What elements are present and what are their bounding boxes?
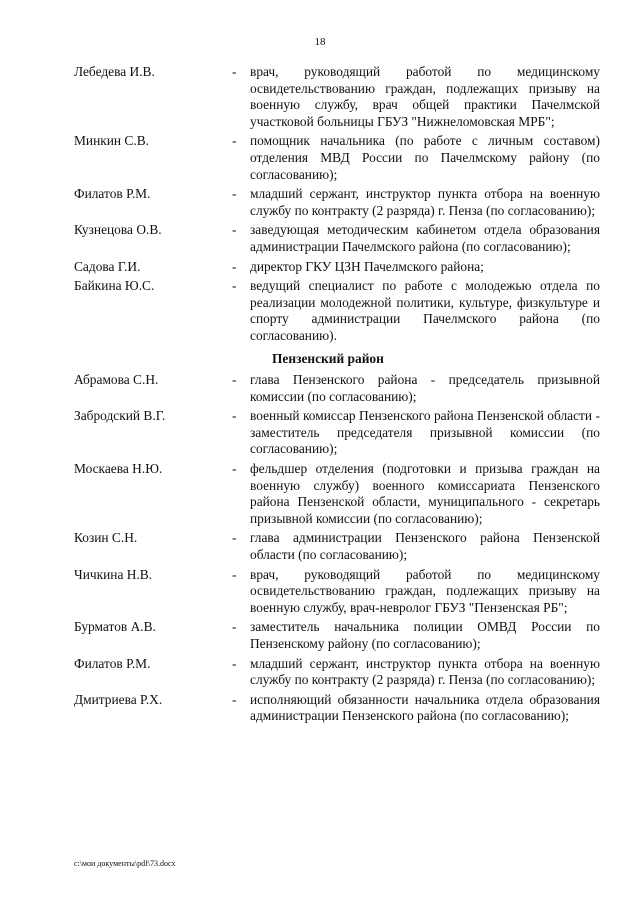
member-row [74, 186, 600, 219]
member-role: заведующая методическим кабинетом отдела образования администрации Пачелмского района (по согласованию); [250, 222, 600, 254]
member-name: Минкин С.В. [74, 133, 149, 149]
member-role: исполняющий обязанности начальника отдела образования администрации Пензенского района (по согласованию); [250, 691, 600, 724]
dash-separator: - [232, 566, 237, 582]
member-role: директор ГКУ ЦЗН Пачелмского района; [250, 258, 484, 274]
member-role: врач, руководящий работой по медицинскому освидетельствованию граждан, подлежащих призыву на военную службу, врач общей практики Пачелмской участковой больницы ГБУЗ "Нижнеломовская МРБ"; [250, 64, 600, 129]
dash-separator: - [232, 408, 237, 424]
dash-separator: - [232, 258, 237, 274]
member-role: младший сержант, инструктор пункта отбора на военную службу по контракту (2 разряда) г. Пенза (по согласованию); [250, 655, 600, 688]
dash-separator: - [232, 133, 237, 149]
footer-file-path: c:\мои документы\pdf\73.docx [74, 859, 176, 868]
member-name: Филатов Р.М. [74, 655, 151, 671]
member-row [74, 222, 600, 255]
member-role: глава Пензенского района - председатель призывной комиссии (по согласованию); [250, 372, 600, 404]
member-name: Москаева Н.Ю. [74, 461, 163, 477]
dash-separator: - [232, 530, 237, 546]
member-name: Байкина Ю.С. [74, 278, 155, 294]
member-role: врач, руководящий работой по медицинскому освидетельствованию граждан, подлежащих призыву на военную службу, врач-невролог ГБУЗ "Пензенская РБ"; [250, 566, 600, 615]
member-name: Лебедева И.В. [74, 64, 155, 79]
section-heading: Пензенский район [272, 350, 384, 366]
member-row [74, 656, 600, 689]
member-role: глава администрации Пензенского района Пензенской области (по согласованию); [250, 530, 600, 563]
member-row [74, 408, 600, 458]
member-role: военный комиссар Пензенского района Пензенской области - заместитель председателя призывной комиссии (по согласованию); [250, 408, 600, 457]
member-name: Кузнецова О.В. [74, 222, 162, 238]
member-row [74, 372, 600, 405]
member-row [74, 278, 600, 344]
dash-separator: - [232, 691, 237, 707]
dash-separator: - [232, 64, 237, 79]
member-row [74, 567, 600, 617]
member-name: Козин С.Н. [74, 530, 138, 546]
dash-separator: - [232, 619, 237, 635]
member-row [74, 692, 600, 725]
pachelma-district-members [74, 64, 600, 345]
member-name: Абрамова С.Н. [74, 372, 159, 388]
commission-members-list [74, 64, 600, 728]
member-row [74, 64, 600, 130]
member-name: Забродский В.Г. [74, 408, 166, 424]
member-role: помощник начальника (по работе с личным составом) отделения МВД России по Пачелмскому району (по согласованию); [250, 133, 600, 182]
member-row [74, 461, 600, 527]
dash-separator: - [232, 372, 237, 388]
member-name: Садова Г.И. [74, 258, 141, 274]
member-row [74, 619, 600, 652]
member-role: заместитель начальника полиции ОМВД России по Пензенскому району (по согласованию); [250, 619, 600, 651]
member-role: ведущий специалист по работе с молодежью отдела по реализации молодежной политики, культуре, физкультуре и спорту администрации Пачелмского района (по согласованию). [250, 278, 600, 343]
member-name: Дмитриева Р.Х. [74, 691, 163, 707]
member-row [74, 530, 600, 563]
page-number: 18 [314, 36, 326, 48]
dash-separator: - [232, 222, 237, 238]
member-row [74, 133, 600, 183]
member-role: фельдшер отделения (подготовки и призыва граждан на военную службу) военного комиссариата Пензенского района Пензенской области, муниципального - секретарь призывной комиссии (по согласованию); [250, 461, 600, 526]
member-role: младший сержант, инструктор пункта отбора на военную службу по контракту (2 разряда) г. Пенза (по согласованию); [250, 186, 600, 218]
dash-separator: - [232, 655, 237, 671]
dash-separator: - [232, 278, 237, 294]
dash-separator: - [232, 461, 237, 477]
penza-district-members [74, 372, 600, 725]
member-row [74, 259, 600, 276]
dash-separator: - [232, 186, 237, 202]
member-name: Филатов Р.М. [74, 186, 151, 202]
member-name: Чичкина Н.В. [74, 566, 153, 582]
member-name: Бурматов А.В. [74, 619, 156, 635]
